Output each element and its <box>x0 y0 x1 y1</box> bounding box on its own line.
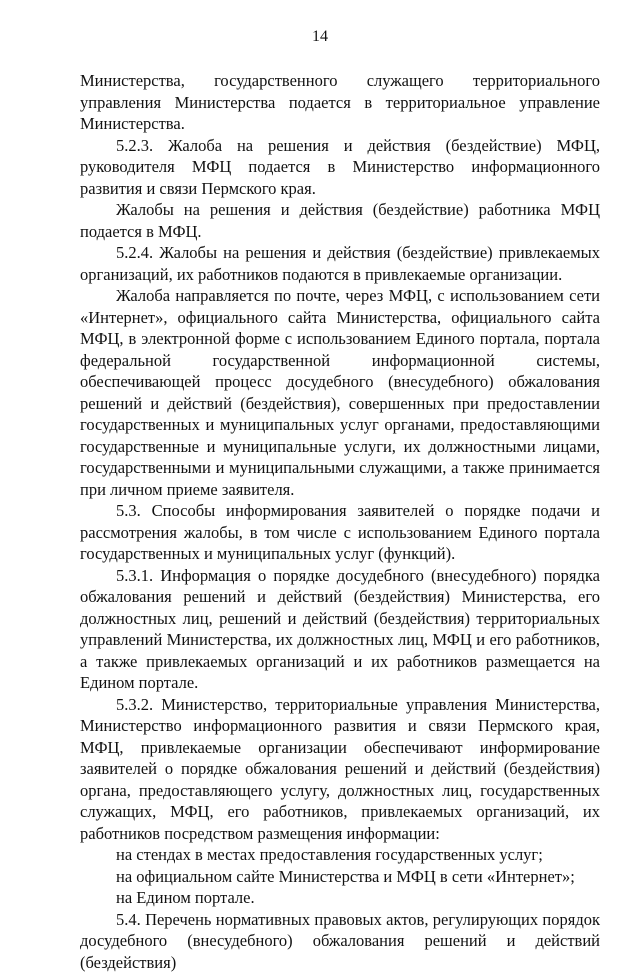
paragraph-5-4: 5.4. Перечень нормативных правовых актов, регулирующих порядок досудебного (внесудебного) обжалования решений и действий (бездействия) <box>80 909 600 973</box>
paragraph-5-2-4: 5.2.4. Жалобы на решения и действия (бездействие) привлекаемых организаций, их работников подаются в привлекаемые организации. <box>80 242 600 285</box>
paragraph-mfc-worker-complaints: Жалобы на решения и действия (бездействие) работника МФЦ подается в МФЦ. <box>80 199 600 242</box>
paragraph-5-3-2: 5.3.2. Министерство, территориальные управления Министерства, Министерство информационного развития и связи Пермского края, МФЦ, привлекаемые организации обеспечивают информирование заявителей о порядке обжалования решений и действий (бездействия) органа, предоставляющего услугу, должностных лиц, государственных служащих, МФЦ, его работников, привлекаемых организаций, их работников посредством размещения информации: <box>80 694 600 845</box>
paragraph-5-3-1: 5.3.1. Информация о порядке досудебного (внесудебного) порядка обжалования решений и действий (бездействия) Министерства, его должностных лиц, решений и действий (бездействия) территориальных управлений Министерства, их должностных лиц, МФЦ и его работников, а также привлекаемых организаций и их работников размещается на Едином портале. <box>80 565 600 694</box>
paragraph-5-3: 5.3. Способы информирования заявителей о порядке подачи и рассмотрения жалобы, в том числе с использованием Единого портала государственных и муниципальных услуг (функций). <box>80 500 600 565</box>
document-body <box>80 70 600 973</box>
page-number: 14 <box>0 28 640 46</box>
list-item-unified-portal: на Едином портале. <box>80 887 600 909</box>
list-item-official-site: на официальном сайте Министерства и МФЦ в сети «Интернет»; <box>80 866 600 888</box>
paragraph-5-2-3: 5.2.3. Жалоба на решения и действия (бездействие) МФЦ, руководителя МФЦ подается в Министерство информационного развития и связи Пермского края. <box>80 135 600 200</box>
paragraph-complaint-channels: Жалоба направляется по почте, через МФЦ, с использованием сети «Интернет», официального сайта Министерства, официального сайта МФЦ, в электронной форме с использованием Единого портала, портала федеральной государственной информационной системы, обеспечивающей процесс досудебного (внесудебного) обжалования решений и действий (бездействия), совершенных при предоставлении государственных и муниципальных услуг органами, предоставляющими государственные и муниципальные услуги, их должностными лицами, государственными и муниципальными служащими, а также принимается при личном приеме заявителя. <box>80 285 600 500</box>
paragraph-continuation: Министерства, государственного служащего территориального управления Министерства подается в территориальное управление Министерства. <box>80 70 600 135</box>
list-item-stands: на стендах в местах предоставления государственных услуг; <box>80 844 600 866</box>
